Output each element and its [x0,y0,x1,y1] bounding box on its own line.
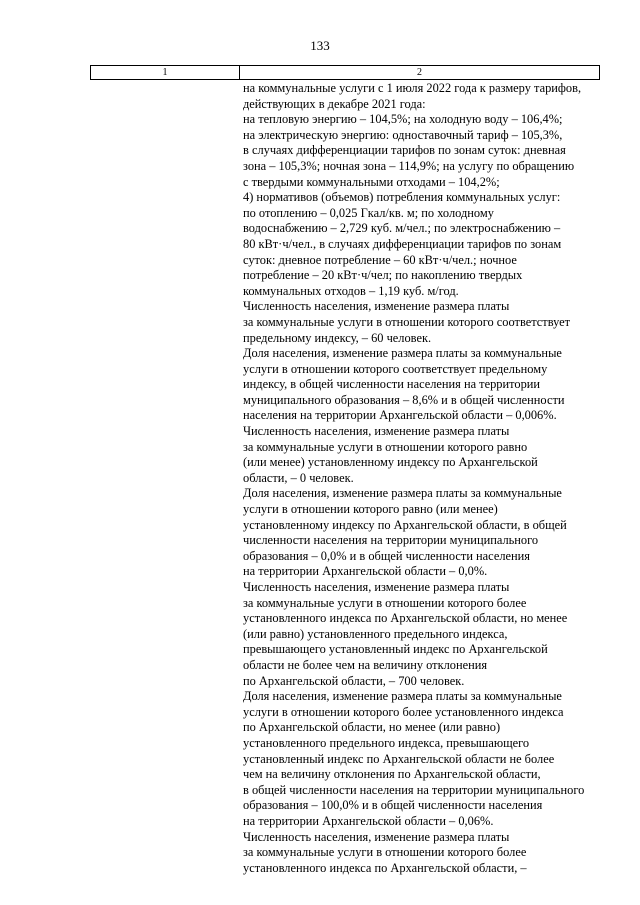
text-line: услуги в отношении которого соответствует предельному [243,361,548,376]
text-line: Доля населения, изменение размера платы за коммунальные [243,346,562,361]
text-line: за коммунальные услуги в отношении которого соответствует [243,314,571,329]
text-line: Доля населения, изменение размера платы за коммунальные [243,486,562,501]
text-line: за коммунальные услуги в отношении которого более [243,595,527,610]
text-line: численности населения на территории муниципального [243,533,539,548]
text-line: области не более чем на величину отклонения [243,657,488,672]
text-line: индексу, в общей численности населения на территории [243,377,541,392]
text-line: на территории Архангельской области – 0,0%. [243,564,488,579]
table-header-row [90,65,600,80]
text-line: муниципального образования – 8,6% и в общей численности [243,392,565,407]
text-line: (или менее) установленному индексу по Архангельской [243,455,538,470]
text-line: по Архангельской области, – 700 человек. [243,673,465,688]
text-line: установленного индекса по Архангельской области, но менее [243,611,568,626]
table-header-col-1: 1 [91,66,240,79]
text-line: на коммунальные услуги с 1 июля 2022 года к размеру тарифов, [243,81,582,95]
text-line: зона – 105,3%; ночная зона – 114,9%; на услугу по обращению [243,158,575,173]
text-line: превышающего установленный индекс по Архангельской [243,642,548,657]
text-line: (или равно) установленного предельного индекса, [243,626,508,641]
text-line: действующих в декабре 2021 года: [243,96,426,111]
text-line: населения на территории Архангельской области – 0,006%. [243,408,557,423]
text-line: Численность населения, изменение размера платы [243,299,510,314]
text-line: услуги в отношении которого равно (или менее) [243,502,498,517]
text-line: установленному индексу по Архангельской области, в общей [243,517,567,532]
text-line: за коммунальные услуги в отношении которого более [243,845,527,860]
table-header-col-2: 2 [417,67,422,78]
page-number: 133 [310,38,330,53]
text-line: установленный индекс по Архангельской области не более [243,751,555,766]
text-line: установленного индекса по Архангельской области, – [243,860,527,875]
text-line: 4) нормативов (объемов) потребления коммунальных услуг: [243,190,561,205]
text-line: за коммунальные услуги в отношении которого равно [243,439,528,454]
text-line: в общей численности населения на территории муниципального [243,782,585,797]
text-line: 80 кВт·ч/чел., в случаях дифференциации тарифов по зонам [243,236,562,251]
text-line: в случаях дифференциации тарифов по зонам суток: дневная [243,143,566,158]
text-line: суток: дневное потребление – 60 кВт·ч/чел.; ночное [243,252,517,267]
document-body-text [243,81,603,876]
text-line: чем на величину отклонения по Архангельской области, [243,767,541,782]
text-line: установленного предельного индекса, превышающего [243,735,530,750]
text-line: по Архангельской области, но менее (или равно) [243,720,501,735]
text-line: образования – 100,0% и в общей численности населения [243,798,543,813]
text-line: Численность населения, изменение размера платы [243,829,510,844]
text-line: образования – 0,0% и в общей численности населения [243,548,530,563]
text-line: на электрическую энергию: одноставочный тариф – 105,3%, [243,127,563,142]
text-line: Доля населения, изменение размера платы за коммунальные [243,689,562,704]
text-line: на территории Архангельской области – 0,06%. [243,813,494,828]
text-line: на тепловую энергию – 104,5%; на холодную воду – 106,4%; [243,112,563,127]
text-line: Численность населения, изменение размера платы [243,424,510,439]
text-line: услуги в отношении которого более установленного индекса [243,704,564,719]
text-line: водоснабжению – 2,729 куб. м/чел.; по электроснабжению – [243,221,561,236]
text-line: потребление – 20 кВт·ч/чел; по накоплению твердых [243,268,523,283]
text-line: с твердыми коммунальными отходами – 104,2%; [243,174,500,189]
text-line: Численность населения, изменение размера платы [243,580,510,594]
text-line: коммунальных отходов – 1,19 куб. м/год. [243,283,459,298]
text-line: по отоплению – 0,025 Гкал/кв. м; по холодному [243,205,494,220]
text-line: предельному индексу, – 60 человек. [243,330,432,345]
text-line: области, – 0 человек. [243,470,354,485]
